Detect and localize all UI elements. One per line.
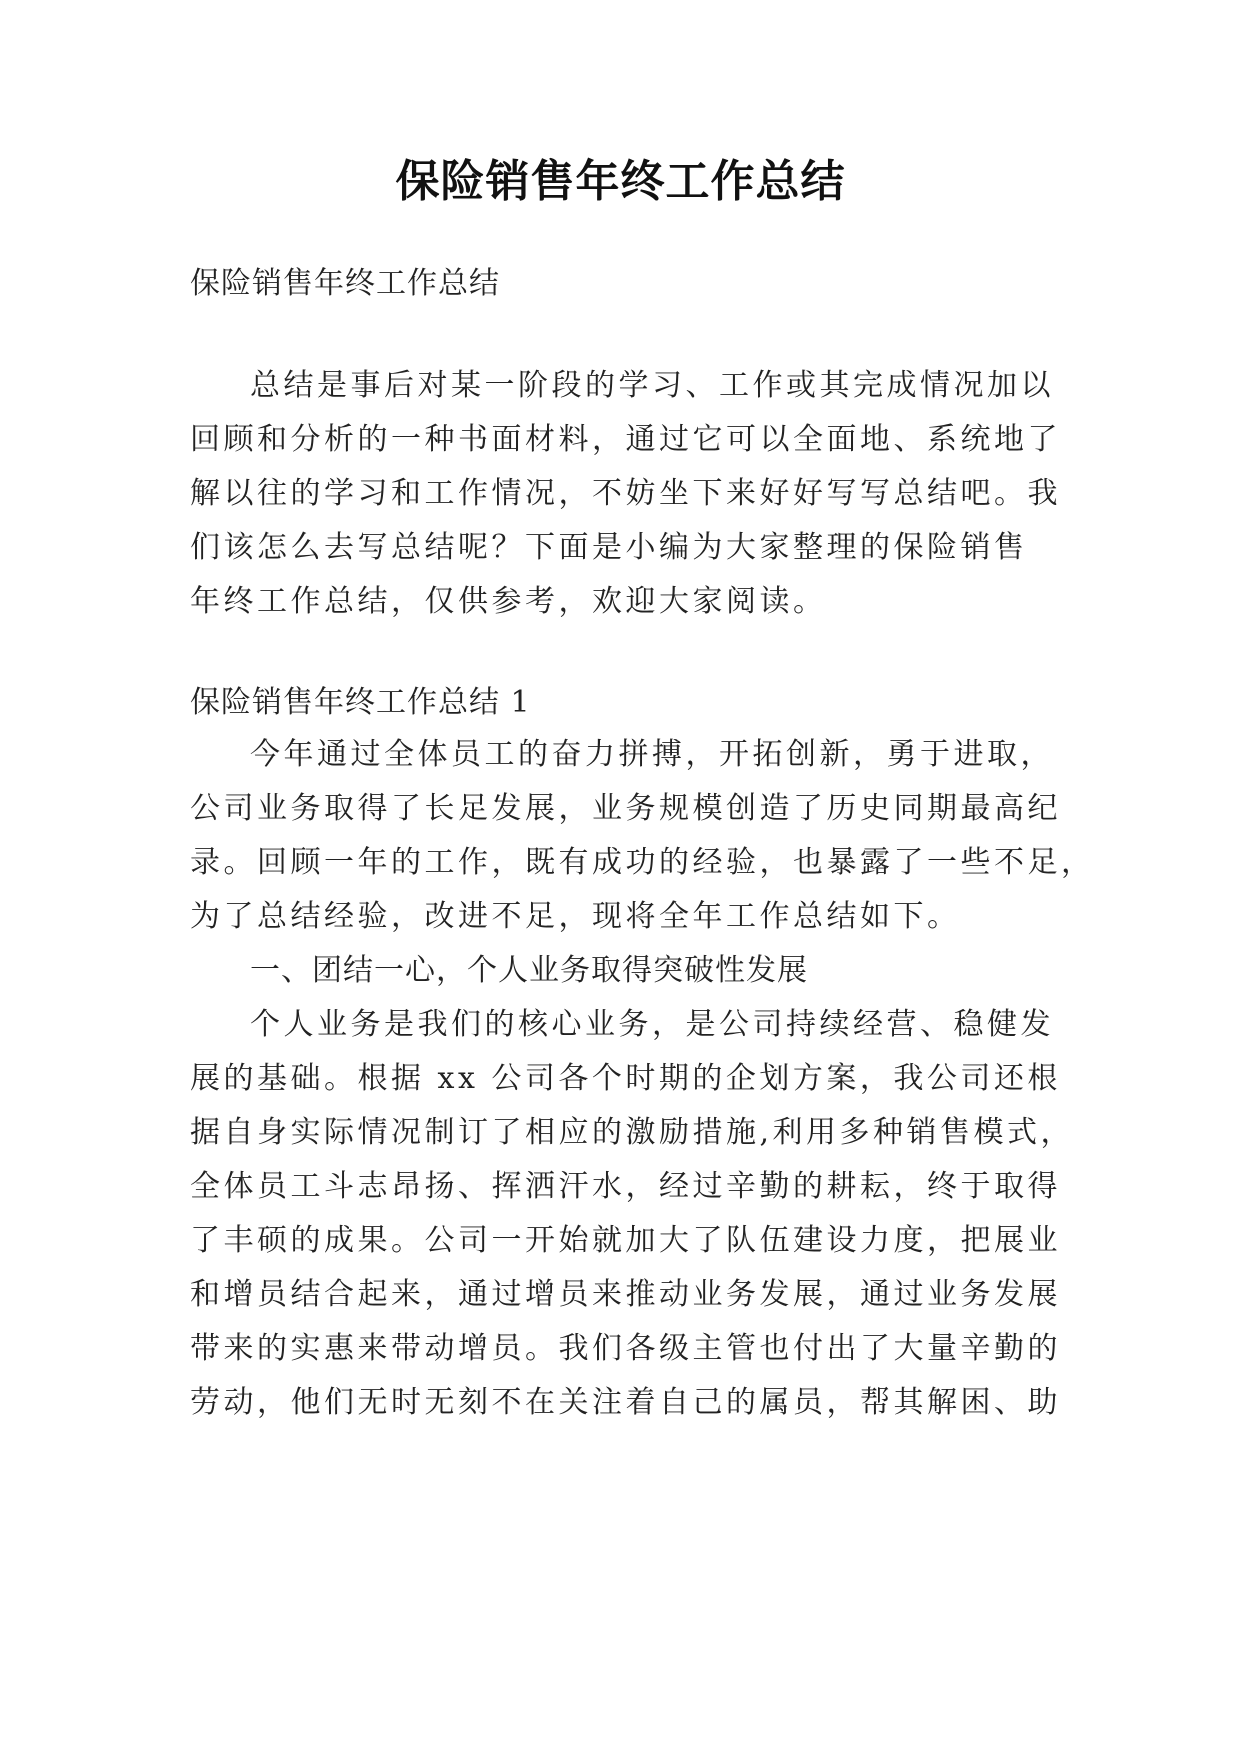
- section-1-para-2-line-6: 和增员结合起来，通过增员来推动业务发展，通过业务发展: [190, 1277, 1061, 1312]
- intro-line-5: 年终工作总结，仅供参考，欢迎大家阅读。: [190, 584, 827, 619]
- document-subtitle: 保险销售年终工作总结: [190, 266, 500, 301]
- intro-line-2: 回顾和分析的一种书面材料，通过它可以全面地、系统地了: [190, 422, 1061, 457]
- section-1-para-2-line-8: 劳动，他们无时无刻不在关注着自己的属员，帮其解困、助: [190, 1385, 1061, 1420]
- section-1-para-2-line-5: 了丰硕的成果。公司一开始就加大了队伍建设力度，把展业: [190, 1223, 1061, 1258]
- section-1-para-2-line-3: 据自身实际情况制订了相应的激励措施,利用多种销售模式，: [190, 1115, 1075, 1150]
- section-1-para-2-line-1: 个人业务是我们的核心业务，是公司持续经营、稳健发: [250, 1007, 1054, 1042]
- section-1-heading: 保险销售年终工作总结 1: [190, 685, 531, 720]
- section-1-para-2-line-4: 全体员工斗志昂扬、挥洒汗水，经过辛勤的耕耘，终于取得: [190, 1169, 1061, 1204]
- section-1-para-1-line-4: 为了总结经验，改进不足，现将全年工作总结如下。: [190, 899, 961, 934]
- document-title: 保险销售年终工作总结: [395, 156, 846, 207]
- intro-line-1: 总结是事后对某一阶段的学习、工作或其完成情况加以: [250, 368, 1054, 403]
- section-1-para-2-line-7: 带来的实惠来带动增员。我们各级主管也付出了大量辛勤的: [190, 1331, 1061, 1366]
- intro-line-3: 解以往的学习和工作情况，不妨坐下来好好写写总结吧。我: [190, 476, 1061, 511]
- intro-line-4: 们该怎么去写总结呢？下面是小编为大家整理的保险销售: [190, 530, 1028, 565]
- section-1-para-2-line-2: 展的基础。根据 xx 公司各个时期的企划方案，我公司还根: [190, 1061, 1061, 1096]
- section-1-para-1-line-2: 公司业务取得了长足发展，业务规模创造了历史同期最高纪: [190, 791, 1061, 826]
- section-1-para-1-line-3: 录。回顾一年的工作，既有成功的经验，也暴露了一些不足，: [190, 845, 1095, 880]
- subheading-1: 一、团结一心，个人业务取得突破性发展: [250, 953, 808, 988]
- section-1-para-1-line-1: 今年通过全体员工的奋力拼搏，开拓创新，勇于进取，: [250, 737, 1054, 772]
